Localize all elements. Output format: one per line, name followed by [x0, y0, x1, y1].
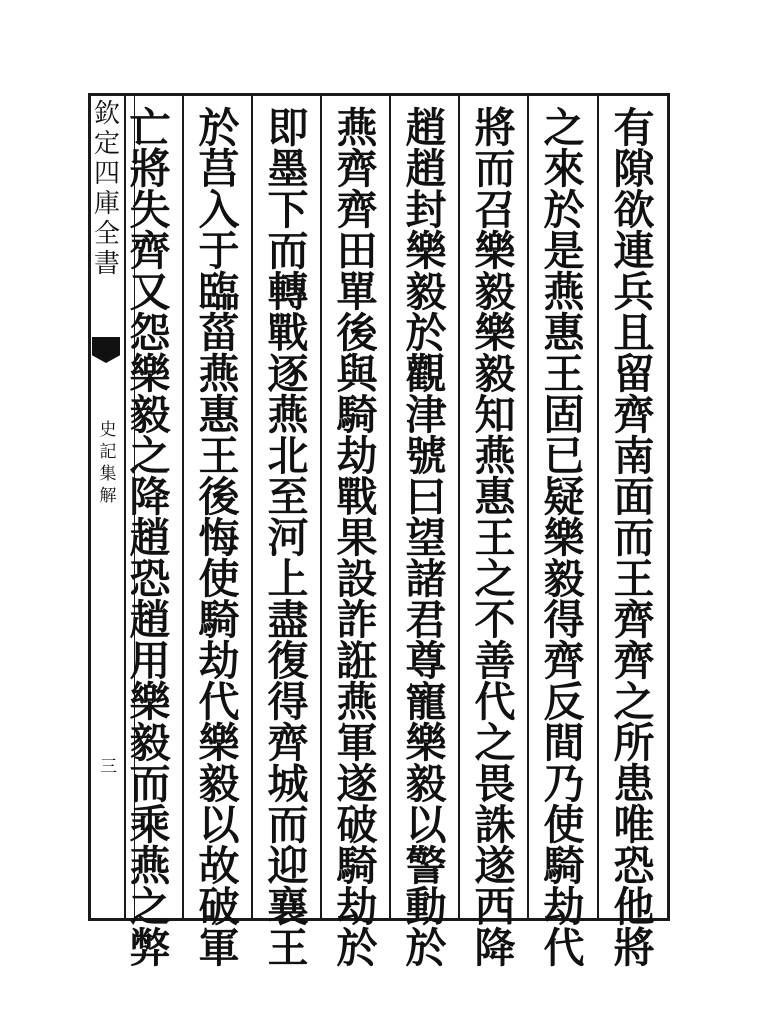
character: 是	[543, 227, 585, 275]
character: 惠	[474, 473, 516, 521]
character: 於	[336, 924, 378, 972]
character: 故	[198, 842, 240, 890]
character: 悔	[198, 514, 240, 562]
character: 上	[267, 555, 309, 603]
character: 南	[613, 432, 655, 480]
character: 菑	[198, 309, 240, 357]
book-title	[98, 420, 118, 508]
character: 而	[267, 801, 309, 849]
character: 號	[405, 432, 447, 480]
character: 破	[198, 883, 240, 931]
character: 已	[543, 432, 585, 480]
character: 單	[336, 268, 378, 316]
character: 北	[267, 432, 309, 480]
character: 又	[129, 268, 171, 316]
character: 惠	[543, 309, 585, 357]
character: 樂	[543, 514, 585, 562]
character: 將	[129, 145, 171, 193]
character: 觀	[405, 350, 447, 398]
character: 軍	[336, 719, 378, 767]
character: 樂	[129, 678, 171, 726]
character: 樂	[474, 227, 516, 275]
character: 騎	[336, 391, 378, 439]
character: 毅	[474, 350, 516, 398]
margin-character: 記	[99, 442, 117, 462]
character: 騎	[336, 842, 378, 890]
character: 燕	[267, 391, 309, 439]
character: 諸	[405, 555, 447, 603]
character: 失	[129, 186, 171, 234]
character: 隙	[613, 145, 655, 193]
character: 望	[405, 514, 447, 562]
character: 不	[474, 596, 516, 644]
character: 留	[613, 350, 655, 398]
character: 所	[613, 719, 655, 767]
character: 乃	[543, 760, 585, 808]
character: 將	[613, 924, 655, 972]
character: 毅	[129, 391, 171, 439]
character: 而	[267, 227, 309, 275]
character: 欲	[613, 186, 655, 234]
character: 王	[198, 432, 240, 480]
character: 樂	[405, 719, 447, 767]
character: 動	[405, 883, 447, 931]
character: 於	[405, 924, 447, 972]
text-column-3	[462, 104, 528, 972]
character: 燕	[543, 268, 585, 316]
character: 樂	[129, 350, 171, 398]
character: 代	[198, 678, 240, 726]
text-column-2	[531, 104, 597, 972]
character: 樂	[198, 719, 240, 767]
character: 使	[543, 801, 585, 849]
character: 毅	[198, 760, 240, 808]
character: 之	[129, 432, 171, 480]
character: 唯	[613, 801, 655, 849]
character: 來	[543, 145, 585, 193]
character: 樂	[405, 227, 447, 275]
character: 代	[474, 678, 516, 726]
character: 尊	[405, 637, 447, 685]
character: 王	[267, 924, 309, 972]
character: 反	[543, 678, 585, 726]
margin-character: 庫	[93, 189, 120, 219]
character: 而	[474, 145, 516, 193]
character: 騎	[543, 842, 585, 890]
character: 用	[129, 637, 171, 685]
character: 劫	[543, 883, 585, 931]
character: 王	[474, 514, 516, 562]
character: 將	[474, 104, 516, 152]
character: 燕	[336, 104, 378, 152]
character: 於	[405, 309, 447, 357]
character: 使	[198, 555, 240, 603]
character: 弊	[129, 924, 171, 972]
character: 劫	[336, 432, 378, 480]
character: 燕	[336, 678, 378, 726]
character: 寵	[405, 678, 447, 726]
character: 得	[543, 596, 585, 644]
character: 樂	[474, 309, 516, 357]
page-number: 三	[100, 757, 117, 777]
character: 至	[267, 473, 309, 521]
character: 騎	[198, 596, 240, 644]
character: 臨	[198, 268, 240, 316]
character: 戰	[336, 473, 378, 521]
character: 齊	[613, 637, 655, 685]
character: 盡	[267, 596, 309, 644]
margin-character: 書	[93, 249, 120, 279]
margin-character: 全	[93, 219, 120, 249]
character: 患	[613, 760, 655, 808]
character: 於	[543, 186, 585, 234]
character: 與	[336, 350, 378, 398]
character: 戰	[267, 309, 309, 357]
character: 襄	[267, 883, 309, 931]
character: 齊	[129, 227, 171, 275]
character: 遂	[474, 842, 516, 890]
character: 固	[543, 391, 585, 439]
character: 劫	[198, 637, 240, 685]
character: 齊	[336, 145, 378, 193]
character: 於	[198, 104, 240, 152]
character: 怨	[129, 309, 171, 357]
character: 破	[336, 801, 378, 849]
character: 毅	[543, 555, 585, 603]
character: 誑	[336, 637, 378, 685]
character: 墨	[267, 145, 309, 193]
margin-character: 解	[99, 486, 117, 506]
margin-character: 史	[99, 420, 117, 440]
character: 趙	[405, 104, 447, 152]
character: 燕	[474, 432, 516, 480]
character: 河	[267, 514, 309, 562]
character: 趙	[129, 514, 171, 562]
character: 王	[613, 555, 655, 603]
character: 而	[613, 514, 655, 562]
text-column-8	[117, 104, 183, 972]
character: 劫	[336, 883, 378, 931]
character: 警	[405, 842, 447, 890]
character: 迎	[267, 842, 309, 890]
character: 後	[336, 309, 378, 357]
text-column-5	[324, 104, 390, 972]
character: 逐	[267, 350, 309, 398]
character: 而	[129, 760, 171, 808]
margin-character: 定	[93, 129, 120, 159]
character: 連	[613, 227, 655, 275]
character: 轉	[267, 268, 309, 316]
character: 毅	[405, 268, 447, 316]
character: 有	[613, 104, 655, 152]
character: 降	[129, 473, 171, 521]
character: 王	[543, 350, 585, 398]
character: 下	[267, 186, 309, 234]
character: 召	[474, 186, 516, 234]
character: 齊	[543, 637, 585, 685]
character: 善	[474, 637, 516, 685]
character: 齊	[336, 186, 378, 234]
character: 乘	[129, 801, 171, 849]
character: 以	[198, 801, 240, 849]
character: 燕	[129, 842, 171, 890]
character: 以	[405, 801, 447, 849]
character: 之	[613, 678, 655, 726]
text-column-7	[186, 104, 252, 972]
character: 惠	[198, 391, 240, 439]
character: 之	[129, 883, 171, 931]
character: 西	[474, 883, 516, 931]
character: 入	[198, 186, 240, 234]
character: 且	[613, 309, 655, 357]
character: 齊	[267, 719, 309, 767]
character: 齊	[613, 596, 655, 644]
character: 面	[613, 473, 655, 521]
character: 之	[474, 555, 516, 603]
character: 降	[474, 924, 516, 972]
character: 之	[543, 104, 585, 152]
text-column-4	[393, 104, 459, 972]
character: 毅	[474, 268, 516, 316]
character: 知	[474, 391, 516, 439]
character: 燕	[198, 350, 240, 398]
character: 果	[336, 514, 378, 562]
character: 城	[267, 760, 309, 808]
character: 莒	[198, 145, 240, 193]
character: 軍	[198, 924, 240, 972]
character: 設	[336, 555, 378, 603]
margin-character: 欽	[93, 99, 120, 129]
character: 趙	[405, 145, 447, 193]
character: 得	[267, 678, 309, 726]
character: 君	[405, 596, 447, 644]
character: 遂	[336, 760, 378, 808]
column-rule	[597, 93, 599, 921]
character: 亡	[129, 104, 171, 152]
character: 間	[543, 719, 585, 767]
character: 誅	[474, 801, 516, 849]
character: 毅	[405, 760, 447, 808]
character: 畏	[474, 760, 516, 808]
character: 恐	[129, 555, 171, 603]
character: 曰	[405, 473, 447, 521]
character: 代	[543, 924, 585, 972]
character: 毅	[129, 719, 171, 767]
margin-character: 集	[99, 464, 117, 484]
text-column-6	[255, 104, 321, 972]
character: 封	[405, 186, 447, 234]
character: 于	[198, 227, 240, 275]
character: 之	[474, 719, 516, 767]
character: 即	[267, 104, 309, 152]
character: 疑	[543, 473, 585, 521]
character: 兵	[613, 268, 655, 316]
character: 復	[267, 637, 309, 685]
margin-character: 四	[93, 159, 120, 189]
character: 詐	[336, 596, 378, 644]
character: 田	[336, 227, 378, 275]
character: 恐	[613, 842, 655, 890]
character: 津	[405, 391, 447, 439]
character: 後	[198, 473, 240, 521]
character: 趙	[129, 596, 171, 644]
text-column-1	[601, 104, 667, 972]
character: 他	[613, 883, 655, 931]
character: 齊	[613, 391, 655, 439]
